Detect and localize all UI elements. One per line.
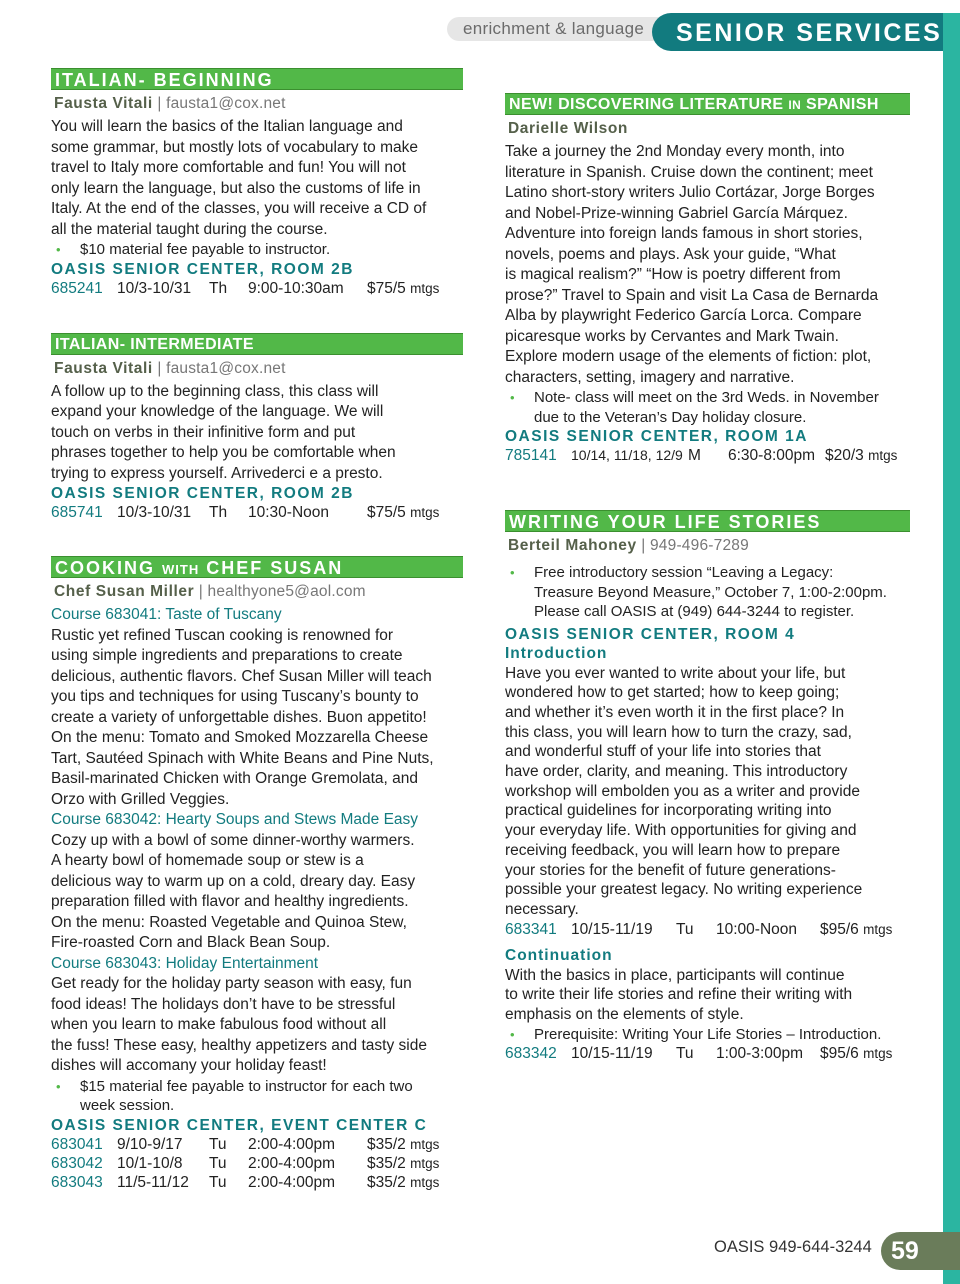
italian-intermediate-section [51,333,463,523]
instructor-line: Chef Susan Miller | healthyone5@aol.com [54,583,366,600]
body-line: Rustic yet refined Tuscan cooking is renowned for [51,626,394,644]
fee-unit: mtgs [410,280,440,296]
footer-phone: OASIS 949-644-3244 [714,1238,872,1256]
fee-unit: mtgs [410,1155,440,1171]
course-fee [820,1044,892,1063]
body-line: receiving feedback, you will learn how to prepare [505,841,841,859]
bullet-note [51,1077,463,1116]
schedule-row [505,446,910,465]
fee-unit: mtgs [410,1136,440,1152]
continuation-description [505,966,910,1025]
instructor-phone: 949-496-7289 [649,537,749,554]
course-dates: 10/3-10/31 [117,504,192,521]
bullet-line: week session. [80,1097,175,1114]
description [505,142,910,388]
title-part: WITH [162,562,200,577]
title-part: IN [788,98,802,112]
body-line: On the menu: Tomato and Smoked Mozzarella Cheese [51,729,429,746]
schedule-row [51,1135,463,1154]
body-line: Take a journey the 2nd Monday every month, into [505,143,845,160]
cooking-section [51,556,463,1192]
instructor-line: Fausta Vitali | fausta1@cox.net [54,359,286,377]
course-fee [367,1173,439,1192]
course-day: Tu [209,1135,227,1153]
body-line: have order, clarity, and meaning. This introductory [505,763,848,781]
instructor-line [508,120,910,138]
bullet-line: • $15 material fee payable to instructor for each two [80,1077,413,1095]
body-line: your everyday life. With opportunities for giving and [505,822,857,840]
title-part: CHEF SUSAN [206,558,344,578]
body-line: all the material taught during the course. [51,220,328,238]
instructor-name: Fausta Vitali [54,359,153,377]
body-line: expand your knowledge of the language. We will [51,403,384,420]
location: OASIS SENIOR CENTER, ROOM 1A [505,428,808,445]
bullet-line: • Note- class will meet on the 3rd Weds. in November [534,389,879,406]
body-line: Alba by playwright Federico García Lorca. Compare [505,307,862,324]
body-line: Orzo with Grilled Veggies. [51,790,230,808]
description [51,382,463,485]
course-description [51,626,463,811]
body-line: On the menu: Roasted Vegetable and Quinoa Stew, [51,913,407,931]
course-dates: 10/1-10/8 [117,1154,183,1172]
body-line: Cozy up with a bowl of some dinner-worthy warmers. [51,831,415,849]
schedule-row [51,1173,463,1192]
instructor-email: fausta1@cox.net [166,95,286,112]
body-line: literature in Spanish. Cruise down the continent; meet [505,163,873,181]
fee-value: $35/2 [367,1135,406,1153]
body-line: create a variety of unforgettable dishes. Buon appetito! [51,708,427,726]
body-line: emphasis on the elements of style. [505,1006,744,1024]
body-line: some grammar, but mostly lots of vocabulary to make [51,138,418,156]
instructor-name: Fausta Vitali [54,95,153,112]
fee-value: $35/2 [367,1173,406,1191]
fee-unit: mtgs [868,448,898,463]
fee-value: $20/3 [825,447,864,464]
body-line: the fuss! These easy, healthy appetizers and tasty side [51,1036,427,1054]
course-time: 1:00-3:00pm [716,1045,804,1063]
schedule-row [505,1044,910,1063]
course-time: 10:00-Noon [716,920,798,938]
course-day: Th [209,504,228,521]
body-line: food ideas! The holidays don’t have to be stressful [51,995,396,1013]
course-code[interactable]: 683342 [505,1045,557,1063]
bullet-note: • Prerequisite: Writing Your Life Stories – Introduction. [505,1025,910,1045]
body-line: delicious, authentic flavors. Chef Susan Miller will teach [51,667,432,685]
body-line: touch on verbs in their infinitive form and put [51,423,356,441]
title-part: SPANISH [806,96,879,113]
course-title: Course 683043: Holiday Entertainment [51,954,319,972]
body-line: dishes will accomany your holiday feast! [51,1057,327,1074]
body-line: travel to Italy more comfortable and fun! You will not [51,159,406,176]
schedule-row [505,920,910,939]
instructor-line: Berteil Mahoney | 949-496-7289 [508,537,749,554]
body-line: is magical realism?” “How is poetry different from [505,266,841,283]
course-day: Tu [209,1173,227,1191]
introduction-heading: Introduction [505,644,608,662]
body-line: Get ready for the holiday party season with easy, fun [51,975,412,992]
course-dates: 9/10-9/17 [117,1135,183,1153]
body-line: and whether it’s even worth it in the first place? In [505,703,845,721]
body-line: novels, poems and plays. Ask your guide, “What [505,245,836,263]
continuation-heading: Continuation [505,946,613,964]
body-line: to write their life stories and refine their writing with [505,986,853,1004]
course-code[interactable]: 683042 [51,1154,103,1172]
course-code[interactable]: 785141 [505,447,557,464]
location: OASIS SENIOR CENTER, ROOM 2B [51,485,354,502]
course-fee [367,279,439,298]
section-title: ITALIAN- BEGINNING [51,68,463,90]
page-number: 59 [881,1232,960,1270]
instructor-email: healthyone5@aol.com [207,583,366,600]
body-line: With the basics in place, participants will continue [505,966,845,984]
body-line: A hearty bowl of homemade soup or stew is a [51,852,364,869]
bullet-note [505,563,910,622]
instructor-name: Darielle Wilson [508,120,628,137]
course-time: 2:00-4:00pm [248,1135,336,1153]
header-section-label: enrichment & language [463,19,645,38]
body-line: using simple ingredients and preparations to create [51,647,403,664]
course-code[interactable]: 683043 [51,1173,103,1191]
schedule-row [51,503,463,522]
fee-unit: mtgs [410,1174,440,1190]
schedule-row [51,279,463,298]
bullet-note [505,388,910,427]
location: OASIS SENIOR CENTER, ROOM 4 [505,625,796,643]
course-day: Th [209,279,228,297]
course-dates: 10/14, 11/18, 12/9 [571,447,683,463]
bullet-line: Please call OASIS at (949) 644-3244 to register. [534,603,855,620]
location: OASIS SENIOR CENTER, ROOM 2B [51,260,354,278]
schedule-row [51,1154,463,1173]
body-line: A follow up to the beginning class, this class will [51,382,379,400]
body-line: your stories for the benefit of future generations- [505,861,836,879]
body-line: prose?” Travel to Spain and visit La Casa de Bernarda [505,286,879,304]
body-line: this class, you will learn how to turn the crazy, sad, [505,723,852,741]
body-line: workshop will embolden you as a writer and provide [505,782,860,800]
course-description [51,831,463,954]
title-part: COOKING [55,558,156,578]
description [51,117,463,240]
body-line: preparation filled with flavor and healthy ingredients. [51,893,409,910]
course-dates: 11/5-11/12 [117,1173,189,1191]
bullet-line: Treasure Beyond Measure,” October 7, 1:00-2:00pm. [534,583,887,601]
bullet-line: • Free introductory session “Leaving a Legacy: [534,564,834,581]
course-fee [820,920,892,939]
course-time: 2:00-4:00pm [248,1173,336,1191]
course-fee [825,446,897,465]
body-line: picaresque works by Cervantes and Mark Twain. [505,327,839,345]
introduction-description [505,664,910,920]
fee-value: $35/2 [367,1154,406,1172]
body-line: Adventure into foreign lands famous in short stories, [505,225,863,242]
section-title: WRITING YOUR LIFE STORIES [505,510,910,532]
course-time: 2:00-4:00pm [248,1154,336,1172]
fee-unit: mtgs [863,1046,893,1062]
course-time: 10:30-Noon [248,504,330,521]
body-line: necessary. [505,900,579,918]
fee-unit: mtgs [863,921,893,937]
instructor-name: Chef Susan Miller [54,583,195,600]
body-line: you tips and techniques for using Tuscany’s bounty to [51,688,419,705]
course-title: Course 683042: Hearty Soups and Stews Made Easy [51,811,419,828]
body-line: Latino short-story writers Julio Cortázar, Jorge Borges [505,184,875,201]
course-time: 6:30-8:00pm [728,447,816,464]
sidebar-stripe [943,13,960,1284]
fee-value: $95/6 [820,920,859,938]
course-code[interactable]: 685741 [51,504,103,521]
bullet-note: • $10 material fee payable to instructor. [51,240,463,260]
body-line: possible your greatest legacy. No writing experience [505,881,863,899]
body-line: only learn the language, but also the customs of life in [51,179,421,197]
course-title: Course 683041: Taste of Tuscany [51,606,282,623]
body-line: trying to express yourself. Arrivederci e a presto. [51,464,383,482]
body-line: Tart, Sautéed Spinach with White Beans and Pine Nuts, [51,749,434,767]
course-code[interactable]: 685241 [51,279,103,297]
body-line: You will learn the basics of the Italian language and [51,118,403,135]
course-day: M [688,447,701,464]
section-title [505,93,910,115]
italian-beginning-section [51,68,463,298]
course-description [51,974,463,1077]
body-line: Italy. At the end of the classes, you will receive a CD of [51,200,427,217]
fee-value: $95/6 [820,1045,859,1063]
body-line: and wonderful stuff of your life into stories that [505,743,821,761]
right-column [505,93,910,1063]
instructor-name: Berteil Mahoney [508,537,637,554]
life-stories-section [505,510,910,1063]
location: OASIS SENIOR CENTER, EVENT CENTER C [51,1116,428,1134]
header-title: SENIOR SERVICES [652,13,944,51]
body-line: when you learn to make fabulous food without all [51,1016,387,1033]
spanish-literature-section [505,93,910,465]
body-line: delicious way to warm up on a cold, dreary day. Easy [51,872,416,890]
course-code[interactable]: 683341 [505,920,557,938]
instructor-line: Fausta Vitali | fausta1@cox.net [54,95,286,112]
body-line: phrases together to help you be comfortable when [51,444,396,461]
body-line: wondered how to get started; how to keep going; [505,684,840,702]
body-line: Explore modern usage of the elements of fiction: plot, [505,348,872,365]
body-line: practical guidelines for incorporating writing into [505,802,832,820]
fee-value: $75/5 [367,279,406,297]
course-dates: 10/3-10/31 [117,279,192,297]
course-dates: 10/15-11/19 [571,1045,653,1063]
section-title [51,556,463,578]
course-dates: 10/15-11/19 [571,920,653,938]
left-column [51,68,463,1192]
title-part: NEW! DISCOVERING LITERATURE [509,96,784,113]
course-day: Tu [676,1045,694,1063]
bullet-line: due to the Veteran’s Day holiday closure. [534,408,807,426]
course-fee [367,1135,439,1154]
body-line: and Nobel-Prize-winning Gabriel García Márquez. [505,204,848,222]
fee-unit: mtgs [410,505,440,520]
section-title: ITALIAN- INTERMEDIATE [51,333,463,355]
course-code[interactable]: 683041 [51,1135,103,1153]
course-fee [367,1154,439,1173]
course-fee [367,503,439,522]
course-day: Tu [676,920,694,938]
body-line: Have you ever wanted to write about your life, but [505,664,846,682]
fee-value: $75/5 [367,504,406,521]
body-line: characters, setting, imagery and narrative. [505,368,795,386]
course-time: 9:00-10:30am [248,279,344,297]
course-day: Tu [209,1154,227,1172]
instructor-email: fausta1@cox.net [166,359,286,377]
body-line: Fire-roasted Corn and Black Bean Soup. [51,934,331,951]
body-line: Basil-marinated Chicken with Orange Gremolata, and [51,770,419,787]
